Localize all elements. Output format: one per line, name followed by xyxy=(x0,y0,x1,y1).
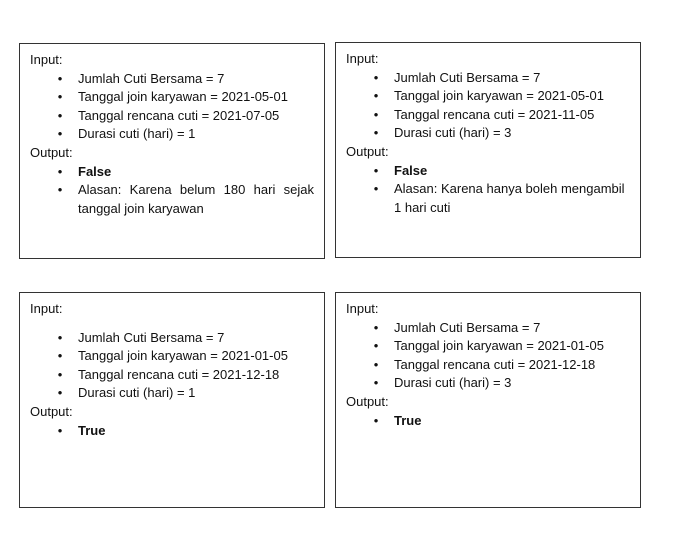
bullet-icon: • xyxy=(373,125,379,141)
output-list xyxy=(346,162,630,218)
input-item xyxy=(30,88,314,107)
output-item xyxy=(346,180,630,217)
input-item-text: Jumlah Cuti Bersama = 7 xyxy=(394,319,541,335)
input-item-text: Durasi cuti (hari) = 3 xyxy=(394,125,512,141)
bullet-icon: • xyxy=(57,89,63,105)
input-item xyxy=(30,347,314,366)
input-item-text: Durasi cuti (hari) = 1 xyxy=(78,385,196,401)
input-item xyxy=(30,329,314,348)
output-result: True xyxy=(394,412,422,428)
bullet-icon: • xyxy=(373,412,379,428)
output-result: True xyxy=(78,422,106,438)
input-item-text: Tanggal join karyawan = 2021-05-01 xyxy=(394,88,604,104)
bullet-icon: • xyxy=(373,375,379,391)
output-list xyxy=(30,163,314,219)
input-label: Input: xyxy=(30,52,63,67)
input-item xyxy=(346,374,630,393)
spacer xyxy=(30,319,314,329)
output-label: Output: xyxy=(30,403,73,419)
input-list xyxy=(346,69,630,143)
output-item xyxy=(346,162,630,181)
bullet-icon: • xyxy=(57,182,63,198)
input-label: Input: xyxy=(30,301,63,316)
input-item-text: Jumlah Cuti Bersama = 7 xyxy=(78,329,225,345)
input-item xyxy=(30,384,314,403)
bullet-icon: • xyxy=(57,163,63,179)
output-item xyxy=(346,412,630,431)
input-item xyxy=(30,366,314,385)
input-item-text: Tanggal join karyawan = 2021-05-01 xyxy=(78,89,288,105)
input-label: Input: xyxy=(346,51,379,66)
bullet-icon: • xyxy=(373,319,379,335)
bullet-icon: • xyxy=(373,356,379,372)
output-label: Output: xyxy=(346,143,389,159)
output-list xyxy=(346,412,630,431)
bullet-icon: • xyxy=(57,422,63,438)
input-item-text: Tanggal rencana cuti = 2021-07-05 xyxy=(78,107,280,123)
bullet-icon: • xyxy=(57,329,63,345)
output-label: Output: xyxy=(30,144,73,160)
input-label: Input: xyxy=(346,301,379,316)
input-item-text: Tanggal join karyawan = 2021-01-05 xyxy=(394,338,604,354)
bullet-icon: • xyxy=(373,181,379,197)
input-item xyxy=(346,337,630,356)
input-item xyxy=(30,125,314,144)
output-item xyxy=(30,163,314,182)
input-item xyxy=(346,69,630,88)
bullet-icon: • xyxy=(373,88,379,104)
output-item xyxy=(30,181,314,218)
bullet-icon: • xyxy=(57,70,63,86)
output-reason: Alasan: Karena belum 180 hari sejak tanggal join karyawan xyxy=(78,182,314,216)
output-result: False xyxy=(78,163,112,179)
input-item xyxy=(346,124,630,143)
bullet-icon: • xyxy=(373,162,379,178)
input-list xyxy=(30,329,314,403)
input-item xyxy=(30,70,314,89)
output-result: False xyxy=(394,162,428,178)
input-item-text: Tanggal rencana cuti = 2021-11-05 xyxy=(394,106,595,122)
input-item-text: Durasi cuti (hari) = 3 xyxy=(394,375,512,391)
bullet-icon: • xyxy=(57,126,63,142)
input-list xyxy=(30,70,314,144)
bullet-icon: • xyxy=(57,385,63,401)
output-item xyxy=(30,422,314,441)
input-item xyxy=(346,106,630,125)
input-list xyxy=(346,319,630,393)
input-item xyxy=(346,87,630,106)
bullet-icon: • xyxy=(373,338,379,354)
input-item-text: Tanggal join karyawan = 2021-01-05 xyxy=(78,348,288,364)
input-item xyxy=(30,107,314,126)
output-label: Output: xyxy=(346,393,389,409)
test-case-box-3 xyxy=(19,292,325,508)
bullet-icon: • xyxy=(373,106,379,122)
bullet-icon: • xyxy=(57,366,63,382)
input-item-text: Jumlah Cuti Bersama = 7 xyxy=(78,70,225,86)
input-item xyxy=(346,356,630,375)
test-case-box-1 xyxy=(19,43,325,259)
bullet-icon: • xyxy=(57,107,63,123)
output-list xyxy=(30,422,314,441)
input-item-text: Tanggal rencana cuti = 2021-12-18 xyxy=(78,366,280,382)
bullet-icon: • xyxy=(373,69,379,85)
input-item-text: Tanggal rencana cuti = 2021-12-18 xyxy=(394,356,596,372)
input-item-text: Jumlah Cuti Bersama = 7 xyxy=(394,69,541,85)
test-case-box-2 xyxy=(335,42,641,258)
bullet-icon: • xyxy=(57,348,63,364)
input-item-text: Durasi cuti (hari) = 1 xyxy=(78,126,196,142)
input-item xyxy=(346,319,630,338)
test-case-box-4 xyxy=(335,292,641,508)
output-reason: Alasan: Karena hanya boleh mengambil 1 hari cuti xyxy=(394,181,625,215)
